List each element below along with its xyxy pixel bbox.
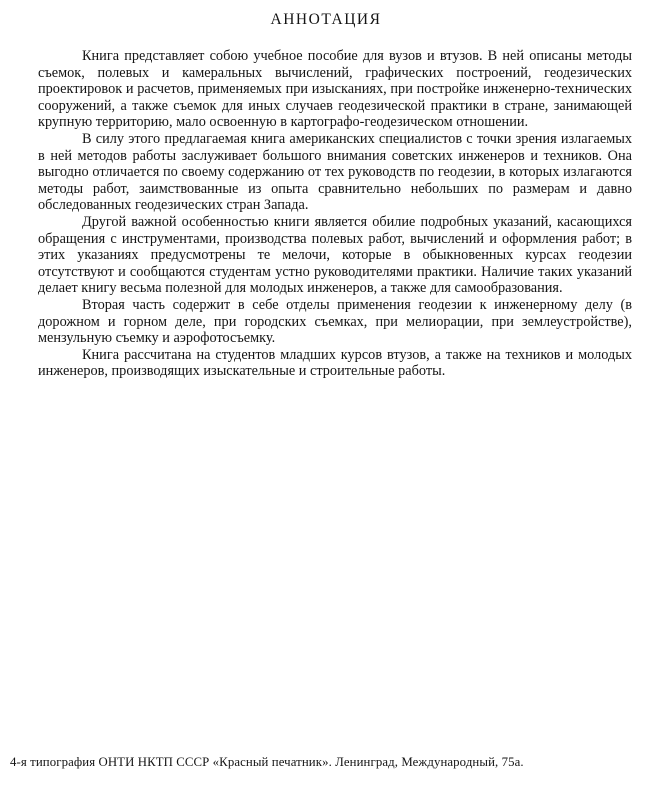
annotation-paragraph-3: Другой важной особенностью книги является обилие подробных указаний, касающихся обращения с инструментами, производства полевых работ, вычислений и оформления работ; в этих указаниях предусмотрены те мелочи, которые в обыкновенных курсах геодезии отсутствуют и сообщаются студентам устно руководителями практики. Наличие таких указаний делает книгу весьма полезной для молодых инженеров, а также для самообразования.: [38, 213, 632, 297]
annotation-paragraph-5: Книга рассчитана на студентов младших курсов втузов, а также на техников и молодых инженеров, производящих изыскательные и строительные работы.: [38, 346, 632, 380]
page-title: АННОТАЦИЯ: [270, 11, 382, 28]
annotation-paragraph-1: Книга представляет собою учебное пособие для вузов и втузов. В ней описаны методы съемок, полевых и камеральных вычислений, графических построений, геодезических проектировок и расчетов, применяемых при изысканиях, при постройке инженерно-технических сооружений, а также съемок для иных случаев геодезической практики в стране, занимающей крупную территорию, мало освоенную в картографо-геодезическом отношении.: [38, 48, 632, 131]
annotation-paragraph-4: Вторая часть содержит в себе отделы применения геодезии к инженерному делу (в дорожном и горном деле, при городских съемках, при мелиорации, при землеустройстве), мензульную съемку и аэрофотосъемку.: [38, 296, 632, 347]
annotation-paragraph-2: В силу этого предлагаемая книга американских специалистов с точки зрения излагаемых в ней методов работы заслуживает большого внимания советских инженеров и техников. Она выгодно отличается по своему содержанию от тех руководств по геодезии, в которых излагаются методы работ, заимствованные из опыта сравнительно небольших по размерам и давно обследованных геодезических стран Запада.: [38, 130, 632, 214]
annotation-body: [38, 48, 632, 380]
printer-imprint: 4-я типография ОНТИ НКТП СССР «Красный печатник». Ленинград, Международный, 75а.: [10, 755, 524, 769]
